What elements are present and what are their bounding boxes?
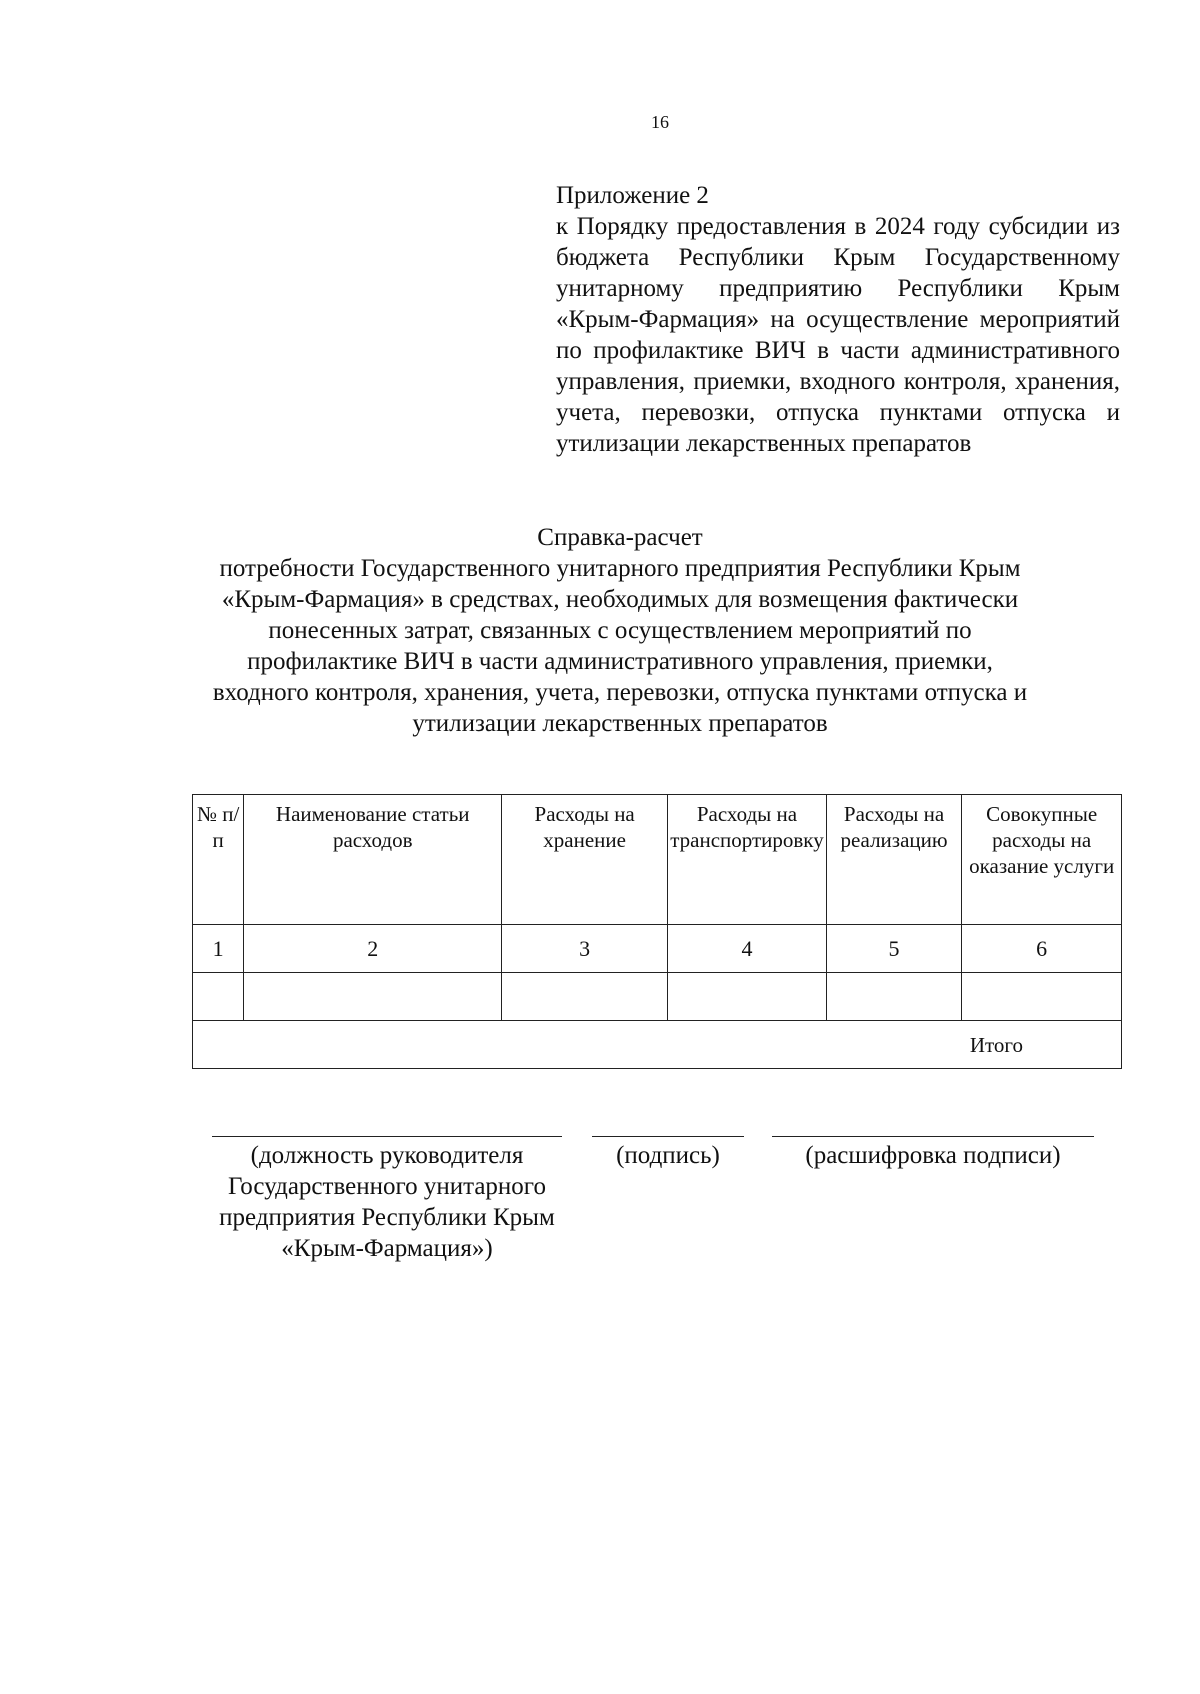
position-signature-line — [212, 1136, 562, 1137]
header-cell-number: № п/п — [193, 795, 244, 925]
page-number: 16 — [651, 112, 669, 132]
signature-caption: (подпись) — [616, 1142, 720, 1169]
header-cell-sales: Расходы на реализацию — [826, 795, 962, 925]
document-heading — [190, 522, 1050, 739]
decoding-caption: (расшифровка подписи) — [805, 1142, 1061, 1169]
appendix-title: Приложение 2 — [556, 182, 709, 209]
cost-table — [192, 794, 1122, 1069]
document-title: Справка-расчет — [537, 524, 703, 551]
heading-line: потребности Государственного унитарного предприятия Республики Крым — [219, 555, 1021, 582]
heading-line: утилизации лекарственных препаратов — [412, 710, 828, 737]
position-caption-line: предприятия Республики Крым — [219, 1204, 555, 1231]
appendix-block — [556, 180, 1120, 459]
column-number-row — [193, 925, 1122, 973]
empty-cell — [826, 973, 962, 1021]
position-caption-line: Государственного унитарного — [228, 1173, 546, 1200]
total-label: Итого — [193, 1021, 1122, 1069]
empty-cell — [244, 973, 502, 1021]
total-row — [193, 1021, 1122, 1069]
header-cell-total-costs: Совокупные расходы на оказание услуги — [962, 795, 1122, 925]
heading-line: «Крым-Фармация» в средствах, необходимых для возмещения фактически — [221, 586, 1019, 613]
signature-line — [592, 1136, 744, 1137]
table-header-row — [193, 795, 1122, 925]
header-cell-expense-item: Наименование статьи расходов — [244, 795, 502, 925]
heading-line: понесенных затрат, связанных с осуществлением мероприятий по — [268, 617, 972, 644]
column-number: 1 — [193, 925, 244, 973]
appendix-body: к Порядку предоставления в 2024 году субсидии из бюджета Республики Крым Государственному унитарному предприятию Республики Крым «Крым-Фармация» на осуществление мероприятий по профилактике ВИЧ в части административного управления, приемки, входного контроля, хранения, учета, перевозки, отпуска пунктами отпуска и утилизации лекарственных препаратов — [556, 213, 1120, 457]
heading-line: входного контроля, хранения, учета, перевозки, отпуска пунктами отпуска и — [212, 679, 1028, 706]
column-number: 6 — [962, 925, 1122, 973]
table-row — [193, 973, 1122, 1021]
empty-cell — [962, 973, 1122, 1021]
empty-cell — [502, 973, 668, 1021]
position-caption-line: «Крым-Фармация») — [281, 1235, 493, 1262]
header-cell-storage: Расходы на хранение — [502, 795, 668, 925]
column-number: 4 — [668, 925, 827, 973]
column-number: 5 — [826, 925, 962, 973]
column-number: 2 — [244, 925, 502, 973]
heading-line: профилактике ВИЧ в части административного управления, приемки, — [247, 648, 993, 675]
position-caption — [192, 1140, 582, 1264]
column-number: 3 — [502, 925, 668, 973]
empty-cell — [193, 973, 244, 1021]
decoding-signature-line — [772, 1136, 1094, 1137]
header-cell-transport: Расходы на транспортировку — [668, 795, 827, 925]
position-caption-line: (должность руководителя — [250, 1142, 524, 1169]
empty-cell — [668, 973, 827, 1021]
